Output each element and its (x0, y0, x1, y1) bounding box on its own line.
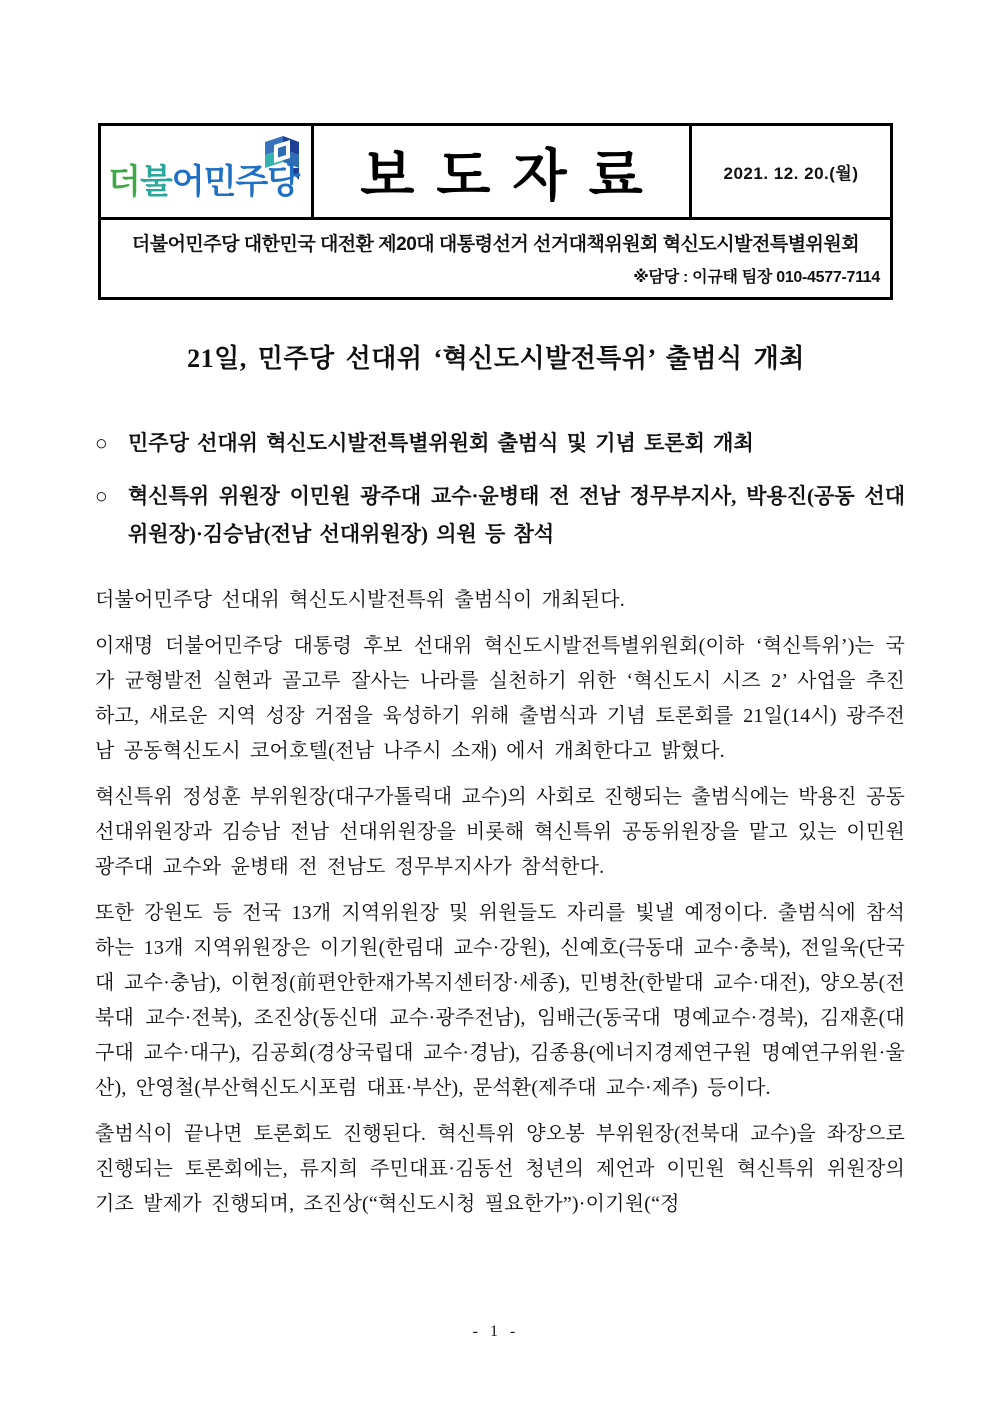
summary-bullet-1 (95, 424, 905, 462)
body-paragraph: 이재명 더불어민주당 대통령 후보 선대위 혁신도시발전특별위원회(이하 ‘혁신특위’)는 국가 균형발전 실현과 골고루 잘사는 나라를 실천하기 위한 ‘혁신도시 시즈 2’ 사업을 추진하고, 새로운 지역 성장 거점을 육성하기 위해 출범식과 기념 토론회를 21일(14시) 광주전남 공동혁신도시 코어호텔(전남 나주시 소재) 에서 개최한다고 밝혔다. (95, 635, 905, 762)
circle-bullet-icon: ○ (95, 431, 108, 455)
summary-bullet-2 (95, 477, 905, 553)
doc-type-title: 보도자료 (360, 143, 665, 207)
doc-type-cell (314, 126, 692, 217)
logo-part-2: 불 (139, 163, 172, 201)
header-bottom-row (101, 220, 890, 297)
page-number: - 1 - (472, 1323, 520, 1340)
party-logo-text (108, 154, 299, 203)
organization-line: 더불어민주당 대한민국 대전환 제20대 대통령선거 선거대책위원회 혁신도시발전특별위원회 (131, 234, 860, 255)
body-paragraph: 또한 강원도 등 전국 13개 지역위원장 및 위원들도 자리를 빛낼 예정이다. 출범식에 참석하는 13개 지역위원장은 이기원(한림대 교수·강원), 신예호(극동대 교수·충북), 전일욱(단국대 교수·충남), 이현정(前편안한재가복지센터장·세종), 민병찬(한밭대 교수·대전), 양오봉(전북대 교수·전북), 조진상(동신대 교수·광주전남), 임배근(동국대 명예교수·경북), 김재훈(대구대 교수·대구), 김공회(경상국립대 교수·경남), 김종용(에너지경제연구원 명예연구위원·울산), 안영철(부산혁신도시포럼 대표·부산), 문석환(제주대 교수·제주) 등이다. (95, 902, 905, 1099)
contact-line: ※담당 : 이규태 팀장 010-4577-7114 (633, 269, 880, 286)
doc-date: 2021. 12. 20.(월) (723, 164, 859, 183)
circle-bullet-icon: ○ (95, 484, 108, 508)
press-release-header (98, 123, 893, 300)
page-title: 21일, 민주당 선대위 ‘혁신도시발전특위’ 출범식 개최 (187, 344, 805, 373)
logo-part-3: 어민주당 (171, 163, 300, 201)
summary-bullet-text: 혁신특위 위원장 이민원 광주대 교수·윤병태 전 전남 정무부지사, 박용진(공동 선대위원장)·김승남(전남 선대위원장) 의원 등 참석 (128, 484, 905, 546)
logo-part-1: 더 (108, 163, 140, 201)
header-top-row (101, 126, 890, 220)
summary-bullets (95, 424, 905, 568)
body-paragraph: 더불어민주당 선대위 혁신도시발전특위 출범식이 개최된다. (95, 589, 625, 611)
party-logo (101, 126, 314, 217)
body-paragraph: 출범식이 끝나면 토론회도 진행된다. 혁신특위 양오봉 부위원장(전북대 교수)을 좌장으로 진행되는 토론회에는, 류지희 주민대표·김동선 청년의 제언과 이민원 혁신특위 위원장의 기조 발제가 진행되며, 조진상(“혁신도시청 필요한가”)·이기원(“정 (95, 1123, 905, 1215)
summary-bullet-text: 민주당 선대위 혁신도시발전특별위원회 출범식 및 기념 토론회 개최 (128, 431, 754, 455)
body-paragraph: 혁신특위 정성훈 부위원장(대구가톨릭대 교수)의 사회로 진행되는 출범식에는 박용진 공동선대위원장과 김승남 전남 선대위원장을 비롯해 혁신특위 공동위원장을 맡고 있는 이민원 광주대 교수와 윤병태 전 전남도 정무부지사가 참석한다. (95, 786, 905, 878)
body-text (95, 583, 905, 1233)
